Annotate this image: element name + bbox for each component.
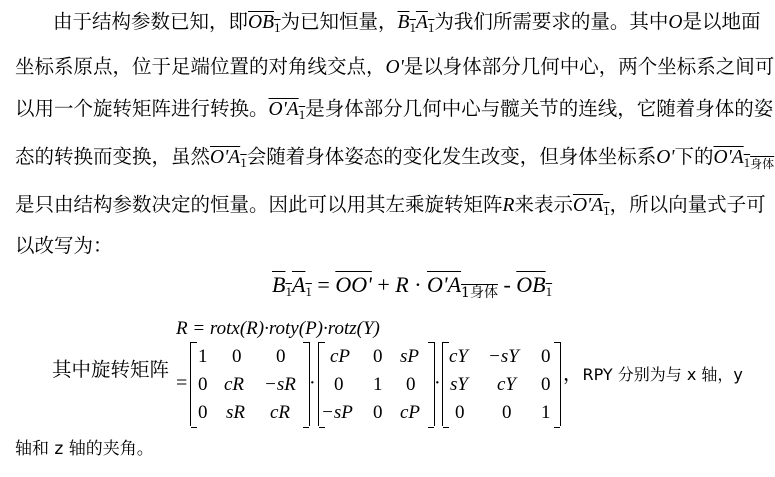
m3-cell: 1 [541,402,551,423]
rotation-definition: R = rotx(R)·roty(P)·rotz(Y) [176,318,380,339]
m1-cell: cR [224,374,245,395]
eq-cdot: · [414,272,422,297]
vec-OB1: $OB_1$ [248,12,281,35]
m2-cell: cP [400,402,421,423]
text-l6: 以改写为： [15,234,113,257]
para-line-4 [15,147,774,170]
vec-OA1-a: $O'A_1$ [268,99,306,122]
matrix-equals: = [176,372,188,394]
m3-cell: sY [450,374,468,395]
m2-cell: −sP [321,402,353,423]
sym-Oprime-2: O' [656,147,675,168]
text-l5c: ，所以向量式子可 [609,193,766,216]
text-rpy: RPY 分别为与 x 轴，y [582,365,743,384]
matrix-suffix [563,364,743,384]
m2-cell: cP [330,346,351,367]
vec-B1A1: $B_1A_1$ [397,12,435,35]
eq-R: R [395,272,409,297]
vec-OA1-body: $O'A_{1身体}$ [713,147,775,171]
m3-cell: −sY [488,346,519,367]
vec-OA1-b: $O'A_1$ [210,147,247,170]
text-l4b: 会随着身体姿态的变化发生改变，但身体坐标系 [246,145,657,168]
m1-cell: 0 [198,402,208,423]
sym-O: O [668,12,683,33]
text-l4a: 态的转换而变换，虽然 [15,145,211,168]
vec-OA1-c: $O'A_1$ [572,195,610,218]
para-line-5 [15,195,766,217]
m3-cell: 0 [541,346,551,367]
text-l1d: 是以地面 [682,10,761,33]
text-l2b: 是以身体部分几何中心，两个坐标系之间可 [403,55,775,78]
matrix-dot-2: · [434,372,441,394]
text-comma: ， [563,362,583,385]
m3-cell: 0 [541,374,551,395]
m3-cell: cY [497,374,516,395]
m2-cell: 0 [373,346,383,367]
eq-OB1: $OB_1$ [516,272,553,299]
eq-equals: = [317,272,330,297]
eq-minus: - [503,272,511,297]
para-line-1 [15,12,761,34]
text-l5b: 来表示 [514,193,573,216]
m1-cell: 0 [232,346,242,367]
m2-cell: 1 [373,374,383,395]
m1-cell: cR [270,402,291,423]
m2-cell: sP [400,346,419,367]
para-line-2 [15,57,774,78]
m3-cell: 0 [502,402,512,423]
eq-plus: + [377,272,390,297]
m1-cell: 0 [276,346,286,367]
m1-cell: sR [226,402,245,423]
text-l3b: 是身体部分几何中心与髋关节的连线，它随着身体的姿 [305,97,774,120]
m1-cell: 0 [198,374,208,395]
sym-Oprime: O' [385,57,404,78]
eq-OA-body: $O'A_{1身体}$ [427,272,498,301]
text-l1a: 由于结构参数已知，即 [53,10,249,33]
para-line-6 [15,236,113,256]
vector-equation [272,272,552,302]
text-l2a: 坐标系原点，位于足端位置的对角线交点， [15,55,386,78]
text-l3a: 以用一个旋转矩阵进行转换。 [15,97,269,120]
text-l5a: 是只由结构参数决定的恒量。因此可以用其左乘旋转矩阵 [15,193,503,216]
m2-cell: 0 [373,402,383,423]
m3-cell: cY [449,346,468,367]
matrix-prefix: 其中旋转矩阵 [52,358,170,381]
eq-B1A1: $B_1A_1$ [272,272,312,299]
para-line-3 [15,99,773,121]
matrix-dot-1: · [309,372,316,394]
text-l1c: 为我们所需要求的量。其中 [434,10,669,33]
m1-cell: 1 [198,346,208,367]
m2-cell: 0 [334,374,344,395]
text-l1b: 为已知恒量， [280,10,398,33]
text-l4c: 下的 [674,145,714,168]
para-last-line [15,438,154,458]
text-last: 轴和 z 轴的夹角。 [15,439,154,459]
eq-OO: OO' [335,272,372,297]
m3-cell: 0 [455,402,465,423]
m2-cell: 0 [406,374,416,395]
sym-R: R [502,195,515,216]
m1-cell: −sR [264,374,296,395]
